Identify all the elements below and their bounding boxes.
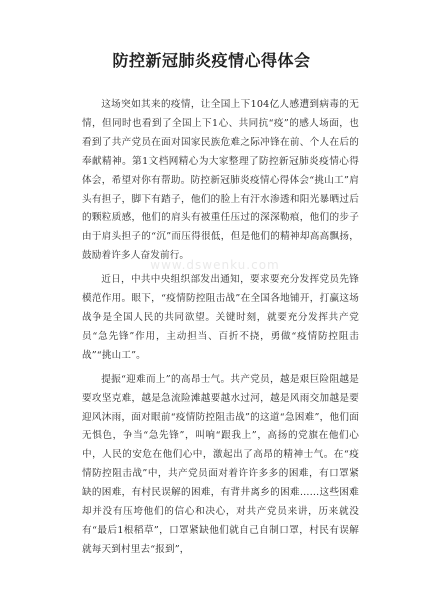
paragraph-1: 这场突如其来的疫情，让全国上下104亿人感遭到病毒的无情，但同时也看到了全国上下1心、共同抗“疫”的感人场面，也看到了共产党员在面对国家民族危难之际冲锋在前、个人在后的奉献精神。第1文档网精心为大家整理了防控新冠肺炎疫情心得体会，希望对你有帮助。防控新冠肺炎疫情心得体会“挑山工”肩头有担子，脚下有踏子，他们的脸上有汗水渗透和阳光暴晒过后的颗粒质感，他们的肩头有被重任压过的深深勒痕，他们的步子由于肩头担子的“沉”而压得很低，但是他们的精神却高高飘扬，鼓励着许多人奋发前行。	[82, 99, 359, 262]
document-body	[82, 96, 359, 565]
watermark: www.dswenku.com	[150, 258, 280, 272]
paragraph-2: 近日，中共中央组织部发出通知，要求要充分发挥党员先锋模范作用。眼下，“疫情防控阻击战”在全国各地铺开，打赢这场战争是全国人民的共同欲望。关键时刻，就要充分发挥共产党员“急先锋”作用，主动担当、百折不挠，勇做“疫情防控阻击战”“挑山工”。	[82, 274, 359, 361]
paragraph-3: 提振“迎难而上”的高昂士气。共产党员，越是艰巨险阻越是要攻坚克难，越是急流险滩越要越水过河，越是风雨交加越是要迎风沐雨，面对眼前“疫情防控阻击战”的这道“急困难”，他们面无惧色，争当“急先锋”，叫响“跟我上”，高扬的党旗在他们心中，人民的安危在他们心中，激起出了高昂的精神士气。在“疫情防控阻击战”中，共产党员面对着许许多多的困难，有口罩紧缺的困难，有村民误解的困难，有背井离乡的困难……这些困难却并没有压垮他们的信心和决心，对共产党员来讲，历来就没有“最后1根稻草”，口罩紧缺他们就自己自制口罩，村民有误解就每天到村里去“报到”，	[82, 373, 359, 555]
document-title: 防控新冠肺炎疫情心得体会	[112, 51, 311, 70]
